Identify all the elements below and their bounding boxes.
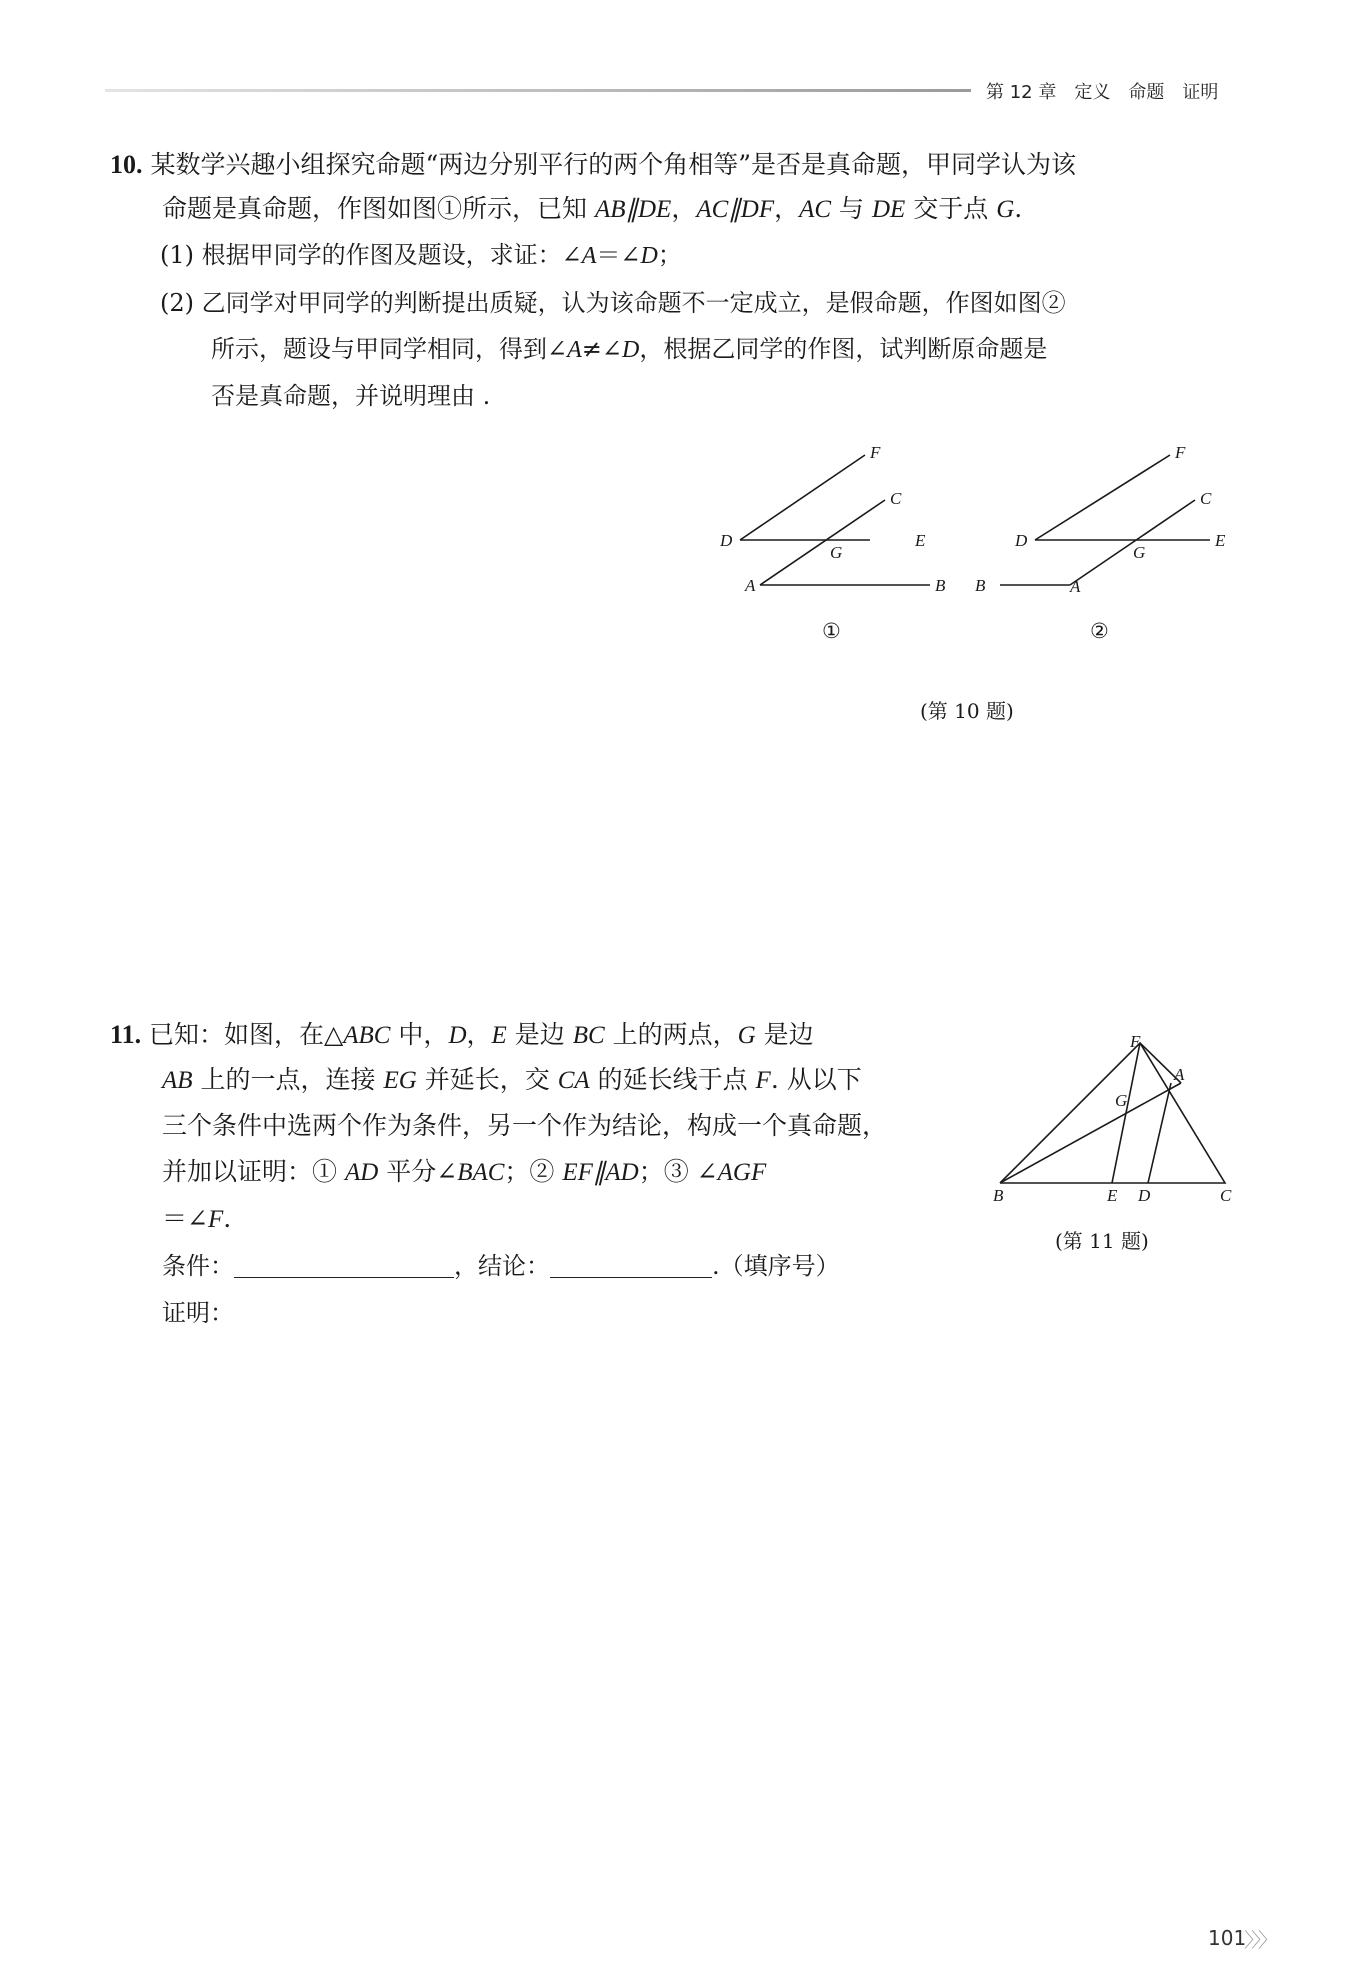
text: ； xyxy=(657,241,682,269)
label-e: E xyxy=(915,531,926,550)
text: . xyxy=(1014,194,1023,223)
math-eg: EG xyxy=(383,1067,417,1094)
math-ca: CA xyxy=(557,1067,590,1094)
label-d: D xyxy=(1138,1186,1151,1205)
line-ba xyxy=(1000,1083,1181,1183)
label-d: D xyxy=(1015,531,1028,550)
q10-stem-line1: 某数学兴趣小组探究命题“两边分别平行的两个角相等”是否是真命题，甲同学认为该 xyxy=(150,150,1077,179)
q10-line1 xyxy=(110,142,1076,188)
text: 证明： xyxy=(162,1299,234,1327)
math-g: G xyxy=(996,196,1015,223)
q10-figure-2 xyxy=(970,440,1250,650)
triangle-abc xyxy=(1000,1043,1225,1183)
math-d: D xyxy=(622,337,640,363)
label-f: F xyxy=(870,443,881,462)
q10-sub1 xyxy=(160,232,682,279)
text: . 从以下 xyxy=(770,1065,862,1094)
line-ad xyxy=(1148,1083,1171,1183)
figure-1-label: ① xyxy=(822,619,841,643)
q11-line5 xyxy=(162,1196,231,1243)
text: ＝∠ xyxy=(162,1204,208,1233)
fill-note: .（填序号） xyxy=(712,1252,840,1280)
q11-line2 xyxy=(162,1057,862,1104)
label-g: G xyxy=(1115,1091,1128,1110)
math-ac: AC xyxy=(799,196,832,223)
label-c: C xyxy=(1200,489,1212,508)
q11-number: 11. xyxy=(110,1020,142,1049)
math-ef-parallel-ad: EF∥AD xyxy=(562,1159,639,1186)
math-a: A xyxy=(567,337,582,363)
text: (2) 乙同学对甲同学的判断提出质疑，认为该命题不一定成立，是假命题，作图如图② xyxy=(160,289,1066,317)
q10-number: 10. xyxy=(110,150,143,179)
page-number: 101 xyxy=(1208,1926,1247,1950)
math-abc: ABC xyxy=(343,1022,391,1049)
text: 与 xyxy=(831,194,872,223)
chapter-header: 第 12 章 定义 命题 证明 xyxy=(986,82,1219,103)
q11-line4 xyxy=(162,1149,766,1196)
label-a: A xyxy=(745,576,756,595)
math-g: G xyxy=(737,1022,756,1049)
math-ab: AB xyxy=(162,1067,193,1094)
math-de: DE xyxy=(872,196,906,223)
label-c: C xyxy=(890,489,902,508)
conclusion-blank[interactable] xyxy=(550,1247,712,1278)
text: 是边 xyxy=(506,1020,573,1049)
label-b: B xyxy=(975,576,986,595)
text: 并加以证明：① xyxy=(162,1157,345,1186)
text: (1) 根据甲同学的作图及题设，求证：∠ xyxy=(160,241,582,269)
text: ；② xyxy=(504,1157,563,1186)
q10-sub2-line3 xyxy=(211,373,490,419)
math-bc: BC xyxy=(572,1022,605,1049)
line-fe xyxy=(1112,1043,1140,1183)
q11-figure xyxy=(985,1028,1245,1208)
label-a: A xyxy=(1070,577,1081,596)
text: ， xyxy=(774,194,800,223)
q10-sub2-line1 xyxy=(160,280,1066,326)
q11-answer-line xyxy=(162,1243,840,1289)
math-d: D xyxy=(448,1022,467,1049)
text: 所示，题设与甲同学相同，得到∠ xyxy=(211,335,568,363)
math-a: A xyxy=(581,243,597,269)
q10-sub2-line2 xyxy=(211,326,1047,373)
q11-line1 xyxy=(110,1012,814,1059)
q11-proof-label xyxy=(162,1290,234,1336)
text: ，根据乙同学的作图，试判断原命题是 xyxy=(639,335,1048,363)
label-c: C xyxy=(1220,1186,1232,1205)
math-e: E xyxy=(491,1022,507,1049)
text: 中， xyxy=(390,1020,449,1049)
q10-caption: (第 10 题) xyxy=(920,699,1014,723)
text: . xyxy=(223,1204,232,1233)
text: 平分∠ xyxy=(378,1157,458,1186)
label-d: D xyxy=(720,531,733,550)
math-f: F xyxy=(207,1206,224,1233)
header-rule xyxy=(105,89,971,92)
math-f: F xyxy=(755,1067,771,1094)
conclusion-label: ，结论： xyxy=(454,1252,550,1280)
q10-line2 xyxy=(162,186,1022,233)
math-agf: AGF xyxy=(717,1159,767,1186)
text: ， xyxy=(466,1020,492,1049)
text: ＝∠ xyxy=(596,241,641,269)
label-f: F xyxy=(1175,443,1186,462)
figure-2-label: ② xyxy=(1090,619,1109,643)
math-ad: AD xyxy=(344,1159,379,1186)
condition-label: 条件： xyxy=(162,1252,234,1280)
text: ≠∠ xyxy=(581,335,622,363)
text: 命题是真命题，作图如图①所示，已知 xyxy=(162,194,595,223)
math-bac: BAC xyxy=(457,1159,505,1186)
label-b: B xyxy=(993,1186,1004,1205)
label-g: G xyxy=(830,543,843,562)
text: 并延长，交 xyxy=(416,1065,558,1094)
text: ；③ ∠ xyxy=(638,1157,718,1186)
text: 是边 xyxy=(755,1020,814,1049)
q10-figure-1 xyxy=(710,440,950,650)
text: 上的两点， xyxy=(604,1020,738,1049)
label-b: B xyxy=(935,576,946,595)
line-df xyxy=(1035,455,1170,540)
text: 交于点 xyxy=(905,194,997,223)
text: 已知：如图，在△ xyxy=(149,1020,344,1049)
math-d: D xyxy=(640,243,658,269)
label-e: E xyxy=(1107,1186,1118,1205)
text: 的延长线于点 xyxy=(589,1065,756,1094)
label-a: A xyxy=(1174,1065,1185,1084)
text: ， xyxy=(671,194,697,223)
label-e: E xyxy=(1215,531,1226,550)
q11-line3 xyxy=(162,1103,887,1149)
text: 上的一点，连接 xyxy=(192,1065,384,1094)
math-ab-parallel-de: AB∥DE xyxy=(594,196,672,223)
math-ac-parallel-df: AC∥DF xyxy=(696,196,775,223)
text: 否是真命题，并说明理由 . xyxy=(211,382,491,410)
text: 三个条件中选两个作为条件，另一个作为结论，构成一个真命题， xyxy=(162,1111,888,1140)
label-f: F xyxy=(1130,1032,1141,1051)
page-arrows-icon: 〉〉〉 xyxy=(1244,1928,1275,1952)
label-g: G xyxy=(1133,543,1146,562)
q11-caption: (第 11 题) xyxy=(1055,1229,1149,1253)
condition-blank[interactable] xyxy=(234,1247,454,1278)
